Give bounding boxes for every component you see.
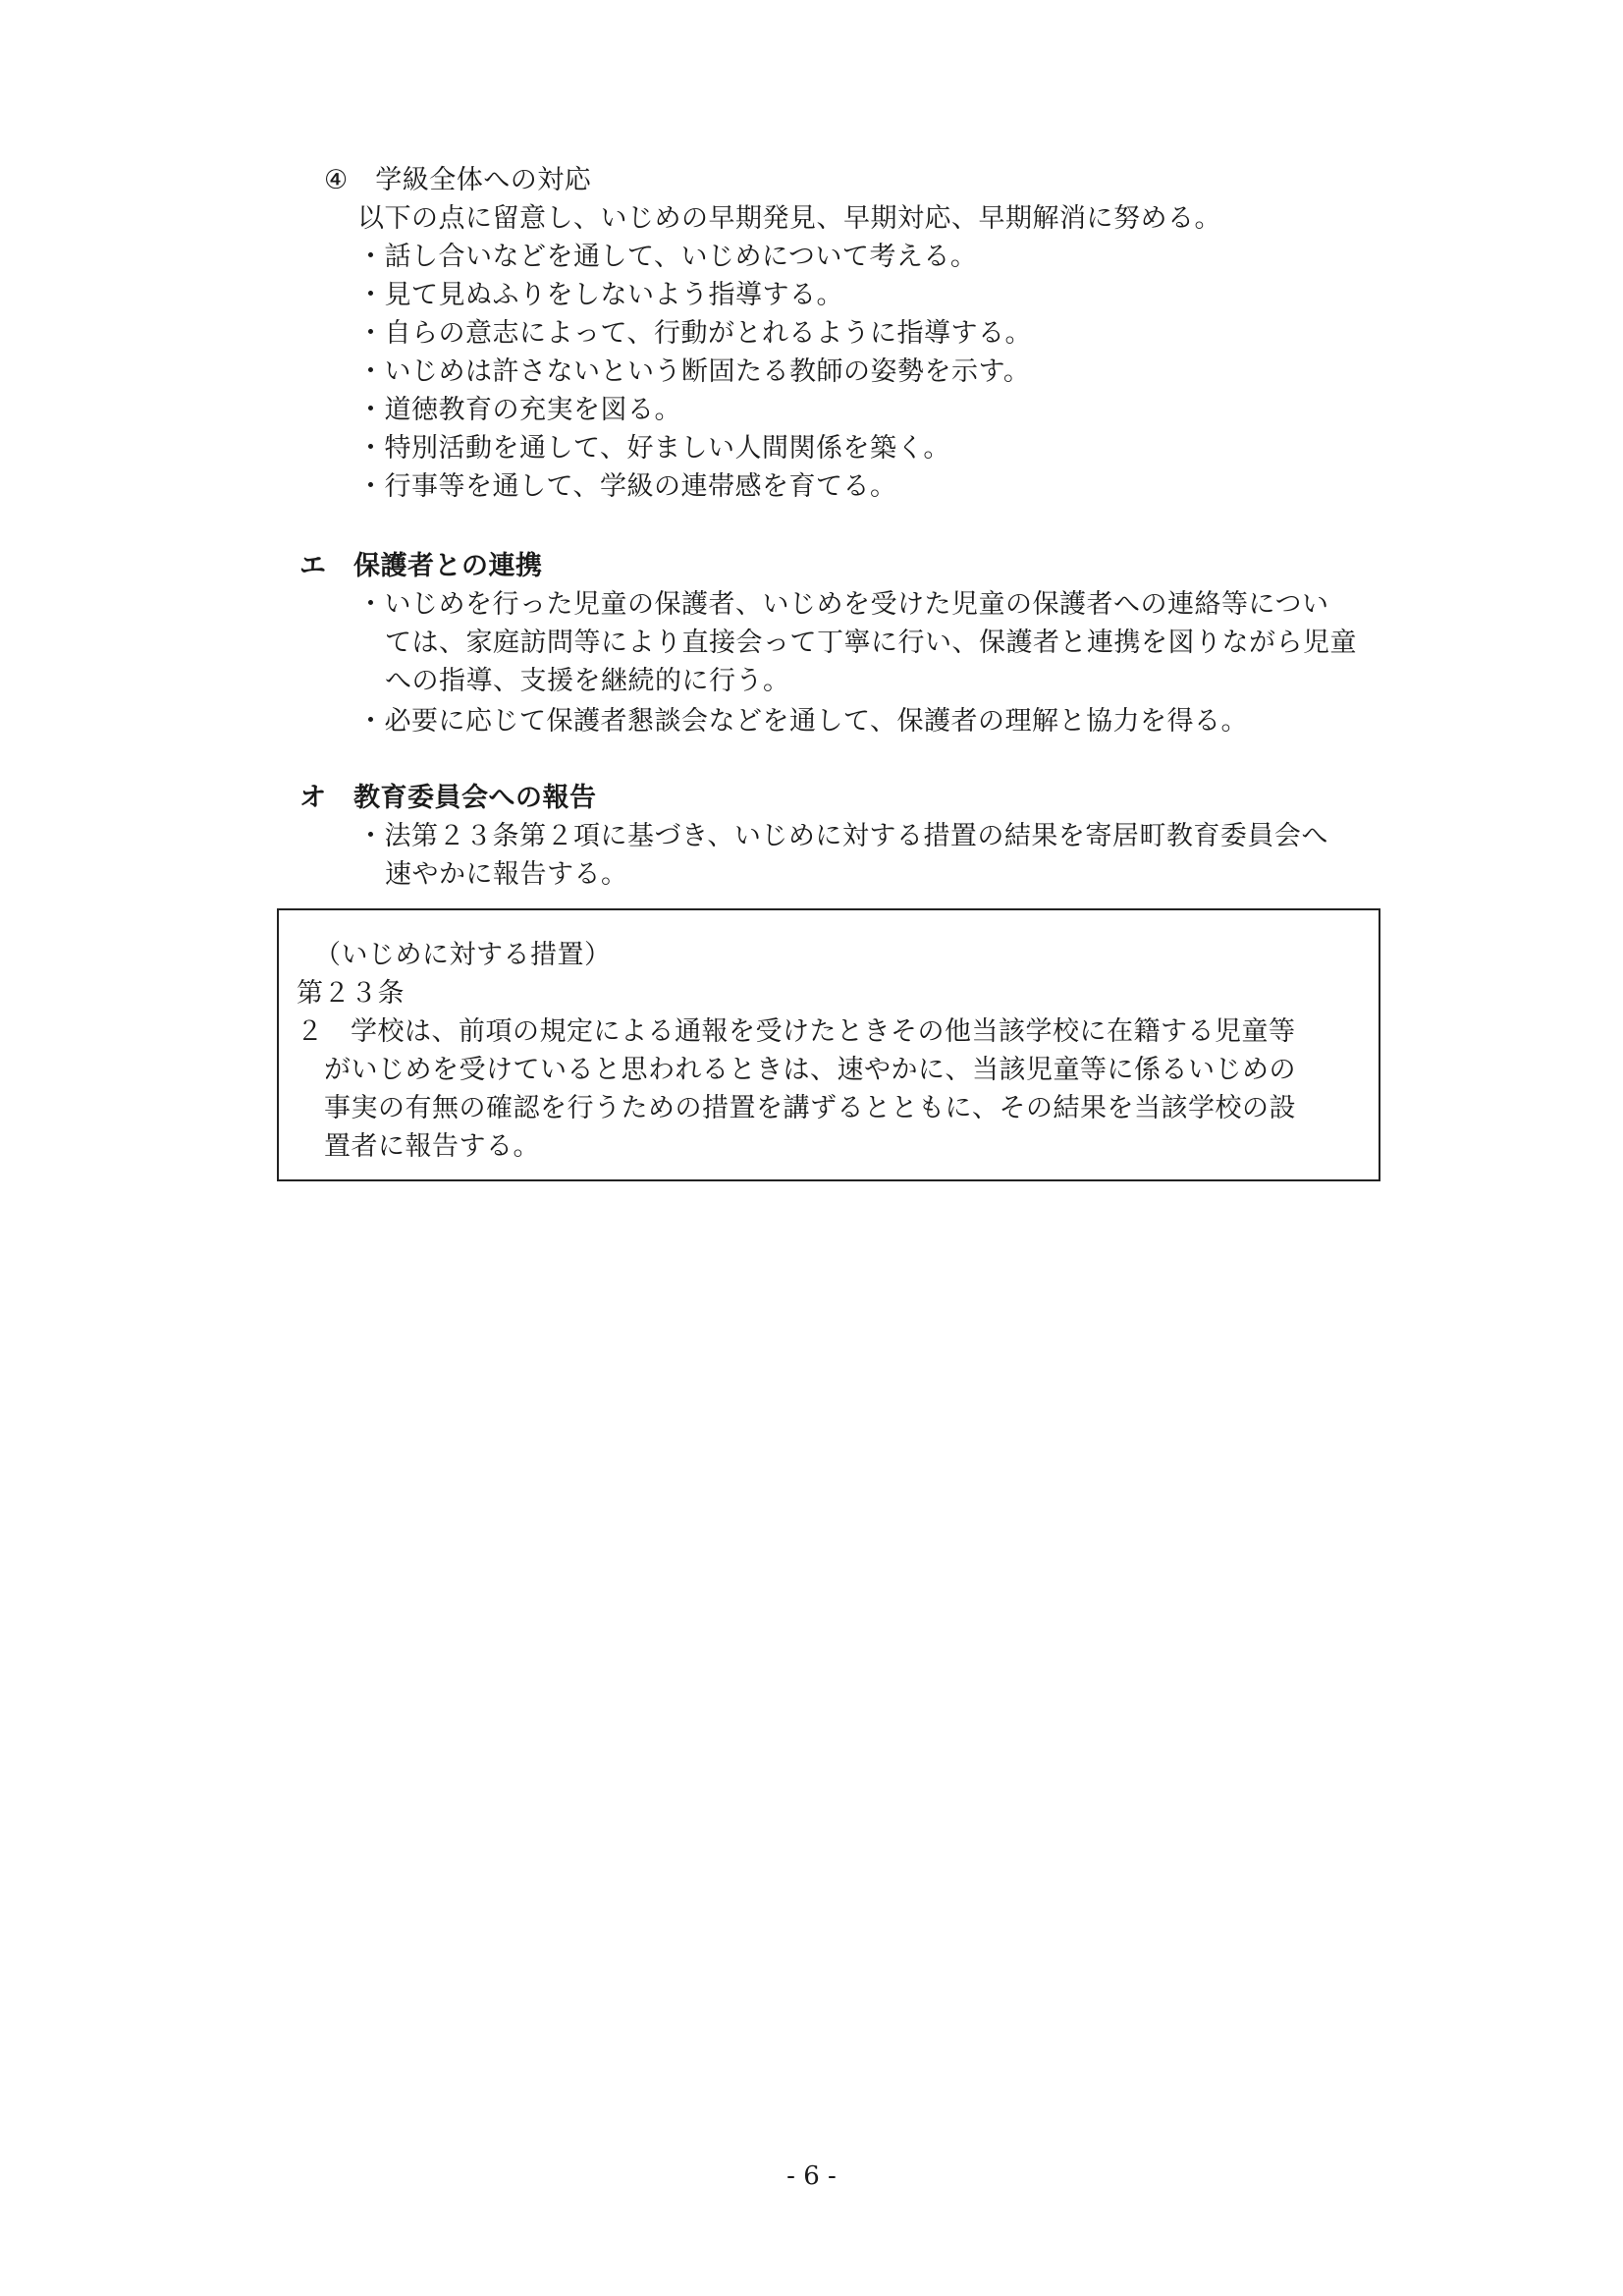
section-4-title: ④ 学級全体への対応 <box>324 165 592 195</box>
section-4-bullet-5: ・道徳教育の充実を図る。 <box>357 395 681 425</box>
section-e-title: エ 保護者との連携 <box>299 551 543 581</box>
section-o-bullet-line-1: ・法第２３条第２項に基づき、いじめに対する措置の結果を寄居町教育委員会へ <box>357 821 1328 851</box>
law-clause-line-2: がいじめを受けていると思われるときは、速やかに、当該児童等に係るいじめの <box>324 1055 1296 1085</box>
section-e-bullet-1-line-2: ては、家庭訪問等により直接会って丁寧に行い、保護者と連携を図りながら児童 <box>385 628 1357 658</box>
section-4-bullet-3: ・自らの意志によって、行動がとれるように指導する。 <box>357 318 1032 349</box>
section-4-bullet-7: ・行事等を通して、学級の連帯感を育てる。 <box>357 471 897 502</box>
section-o-title: オ 教育委員会への報告 <box>299 783 597 813</box>
law-clause-line-4: 置者に報告する。 <box>324 1131 540 1162</box>
law-clause-line-1: ２ 学校は、前項の規定による通報を受けたときその他当該学校に在籍する児童等 <box>297 1016 1296 1047</box>
section-e-bullet-1-line-3: への指導、支援を継続的に行う。 <box>385 666 790 696</box>
section-4-bullet-2: ・見て見ぬふりをしないよう指導する。 <box>357 280 843 310</box>
law-clause-line-3: 事実の有無の確認を行うための措置を講ずるとともに、その結果を当該学校の設 <box>324 1093 1296 1123</box>
page-number: - 6 - <box>786 2161 837 2191</box>
section-4-intro: 以下の点に留意し、いじめの早期発見、早期対応、早期解消に努める。 <box>357 203 1221 234</box>
section-e-bullet-2: ・必要に応じて保護者懇談会などを通して、保護者の理解と協力を得る。 <box>357 706 1248 737</box>
section-o-bullet-line-2: 速やかに報告する。 <box>385 859 628 890</box>
section-4-bullet-6: ・特別活動を通して、好ましい人間関係を築く。 <box>357 433 950 464</box>
section-e-bullet-1-line-1: ・いじめを行った児童の保護者、いじめを受けた児童の保護者への連絡等につい <box>357 589 1329 620</box>
law-article: 第２３条 <box>297 978 405 1009</box>
section-4-bullet-1: ・話し合いなどを通して、いじめについて考える。 <box>357 242 978 272</box>
law-caption: （いじめに対する措置） <box>314 940 612 970</box>
section-4-bullet-4: ・いじめは許さないという断固たる教師の姿勢を示す。 <box>357 356 1031 387</box>
